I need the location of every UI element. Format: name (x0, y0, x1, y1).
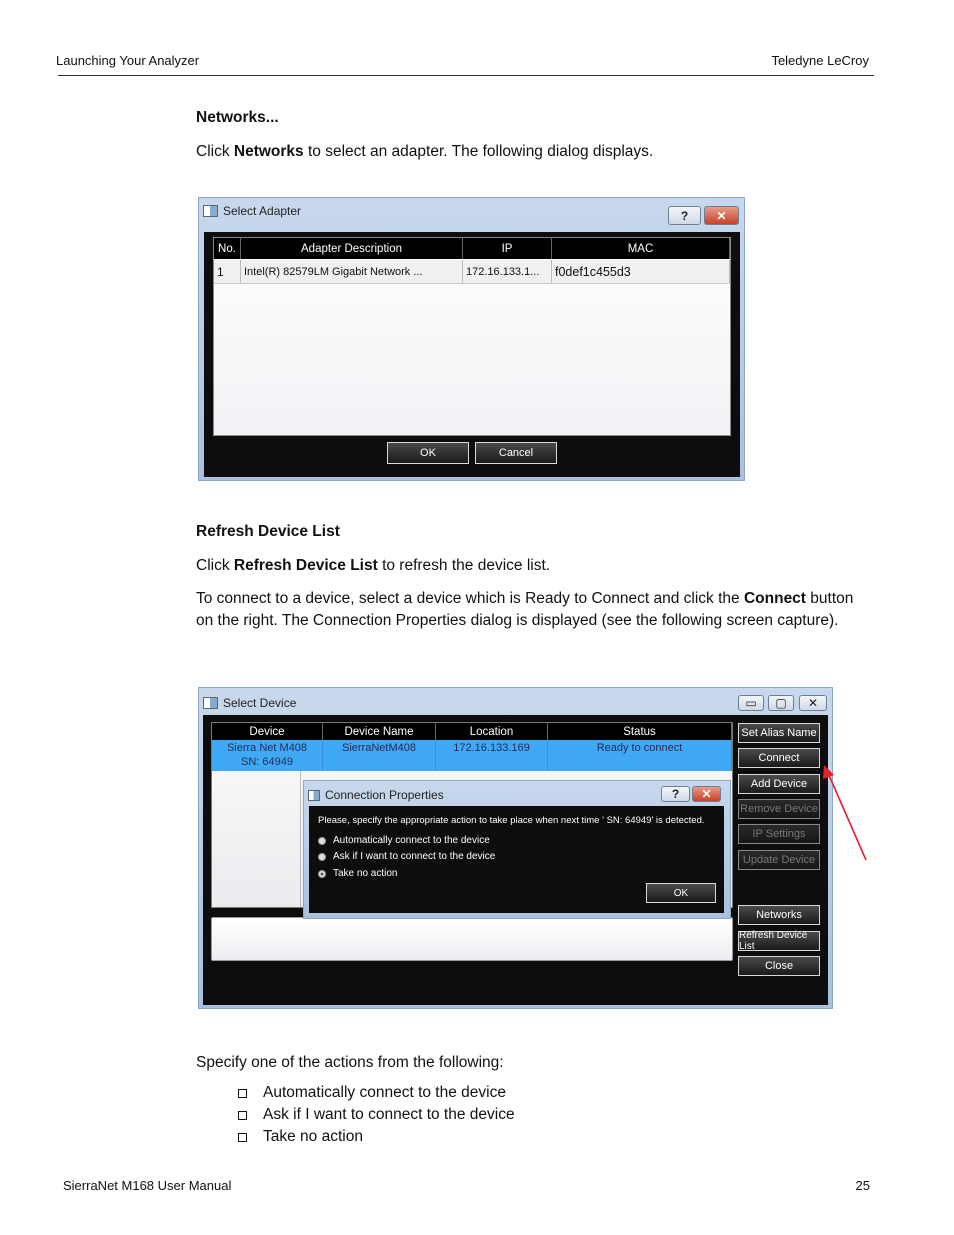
text: Click (196, 557, 234, 574)
close-button[interactable]: Close (738, 956, 820, 976)
remove-device-button[interactable]: Remove Device (738, 799, 820, 819)
cancel-button[interactable]: Cancel (475, 442, 557, 464)
prompt-text: Please, specify the appropriate action to take place when next time ' SN: 64949' is detected. (318, 815, 705, 826)
cell-device-name[interactable]: SierraNetM408 (323, 740, 436, 771)
col-description: Adapter Description (241, 238, 463, 259)
checkbox-bullet-icon (238, 1089, 247, 1098)
dialog-title (203, 204, 301, 218)
list-item (238, 1084, 506, 1102)
red-arrow-annotation (820, 765, 870, 865)
radio-dot (318, 837, 326, 845)
cell-location[interactable]: 172.16.133.169 (436, 740, 548, 771)
option-label: Automatically connect to the device (333, 835, 490, 846)
text: to select an adapter. The following dialog displays. (303, 143, 654, 160)
cell-ip[interactable]: 172.16.133.1... (463, 260, 552, 284)
bold-text: Connect (743, 590, 806, 607)
col-device-name: Device Name (323, 723, 436, 740)
bold-text: Refresh Device List (233, 557, 378, 574)
col-mac: MAC (552, 238, 730, 259)
connect-paragraph (196, 588, 866, 631)
arrow-head (823, 765, 834, 779)
help-button[interactable]: ? (661, 786, 690, 802)
text: Click (196, 143, 234, 160)
add-device-button[interactable]: Add Device (738, 774, 820, 794)
cell-mac[interactable]: f0def1c455d3 (552, 260, 730, 284)
dialog-title (203, 696, 296, 710)
close-button[interactable]: ✕ (799, 695, 827, 711)
checkbox-bullet-icon (238, 1133, 247, 1142)
networks-heading: Networks... (196, 109, 279, 126)
networks-paragraph (196, 141, 866, 163)
bold-text: Networks (233, 143, 304, 160)
dialog-body (204, 232, 740, 477)
set-alias-button[interactable]: Set Alias Name (738, 723, 820, 743)
header-right: Teledyne LeCroy (771, 53, 869, 68)
option-ask[interactable] (318, 851, 495, 862)
list-item-text: Take no action (263, 1128, 363, 1145)
col-status: Status (548, 723, 732, 740)
select-adapter-dialog (198, 197, 745, 481)
column-divider (300, 771, 301, 907)
ip-settings-button[interactable]: IP Settings (738, 824, 820, 844)
connection-properties-dialog (303, 780, 731, 919)
connect-button[interactable]: Connect (738, 748, 820, 768)
window-icon (308, 790, 320, 801)
text: to refresh the device list. (377, 557, 551, 574)
dialog-title (308, 788, 444, 802)
col-location: Location (436, 723, 548, 740)
option-label: Take no action (333, 868, 398, 879)
option-no-action[interactable] (318, 868, 398, 879)
refresh-paragraph (196, 555, 866, 577)
update-device-button[interactable]: Update Device (738, 850, 820, 870)
refresh-device-list-button[interactable]: Refresh Device List (738, 931, 820, 951)
text: To connect to a device, select a device which is Ready to Connect and click the (196, 590, 744, 607)
radio-dot-selected (318, 870, 326, 878)
cell-device[interactable] (212, 740, 323, 771)
dialog-title-text: Select Device (223, 696, 297, 710)
status-box (211, 917, 733, 961)
networks-button[interactable]: Networks (738, 905, 820, 925)
col-ip: IP (463, 238, 552, 259)
select-device-dialog (198, 687, 833, 1009)
list-item-text: Automatically connect to the device (263, 1084, 506, 1101)
device-line2: SN: 64949 (241, 756, 293, 768)
page-number: 25 (855, 1178, 870, 1193)
window-icon (203, 205, 218, 217)
radio-dot (318, 853, 326, 861)
col-device: Device (212, 723, 323, 740)
window-icon (203, 697, 218, 709)
list-item (238, 1128, 363, 1146)
footer-left: SierraNet M168 User Manual (63, 1178, 232, 1193)
adapter-table (213, 237, 731, 436)
refresh-heading: Refresh Device List (196, 523, 340, 540)
header-rule (58, 75, 874, 76)
ok-button[interactable]: OK (646, 883, 716, 903)
close-button[interactable]: ✕ (704, 206, 739, 225)
list-item-text: Ask if I want to connect to the device (263, 1106, 515, 1123)
minimize-button[interactable]: ▭ (738, 695, 764, 711)
device-line1: Sierra Net M408 (226, 742, 308, 754)
col-no: No. (214, 238, 241, 259)
cell-no[interactable]: 1 (214, 260, 241, 284)
option-label: Ask if I want to connect to the device (333, 851, 496, 862)
help-button[interactable]: ? (668, 206, 701, 225)
actions-intro: Specify one of the actions from the following: (196, 1054, 504, 1071)
dialog-title-text: Select Adapter (223, 204, 302, 218)
maximize-button[interactable]: ▢ (768, 695, 794, 711)
option-auto-connect[interactable] (318, 835, 490, 846)
cell-description[interactable]: Intel(R) 82579LM Gigabit Network ... (241, 260, 463, 284)
ok-button[interactable]: OK (387, 442, 469, 464)
dialog-body (309, 806, 724, 913)
list-item (238, 1106, 515, 1124)
dialog-title-text: Connection Properties (325, 788, 444, 802)
arrow-line (828, 773, 866, 860)
text: button on the right. The Connection Properties dialog is displayed (see the following screen capture). (196, 590, 854, 629)
header-left: Launching Your Analyzer (56, 53, 200, 68)
close-button[interactable]: ✕ (692, 786, 721, 802)
checkbox-bullet-icon (238, 1111, 247, 1120)
cell-status[interactable]: Ready to connect (548, 740, 732, 771)
